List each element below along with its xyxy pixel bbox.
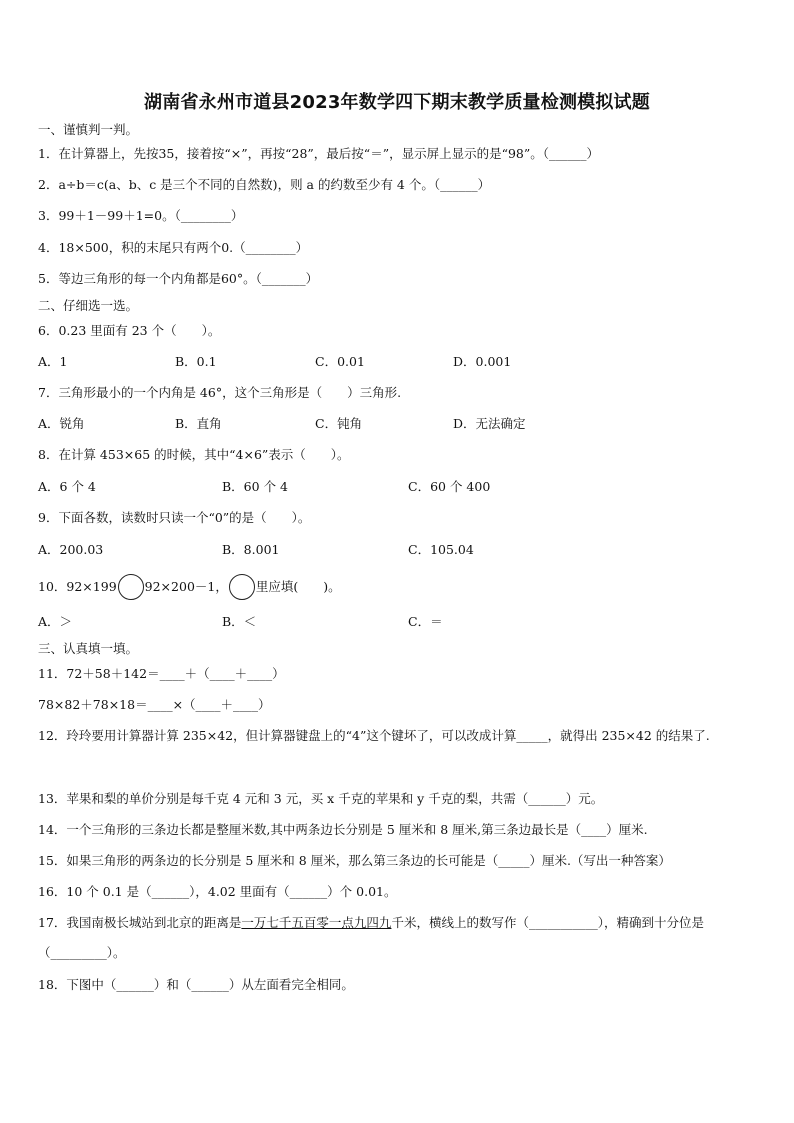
q10-instruction: 里应填( )。 [255, 579, 341, 594]
question-18: 18．下图中（______）和（______）从左面看完全相同。 [38, 977, 354, 992]
question-13: 13．苹果和梨的单价分别是每千克 4 元和 3 元，买 x 千克的苹果和 y 千克的梨，共需（______）元。 [38, 791, 604, 806]
section-heading-judge: 一、谨慎判一判。 [38, 122, 139, 137]
q7-option-a: A．锐角 [38, 416, 85, 431]
page-title: 湖南省永州市道县2023年数学四下期末教学质量检测模拟试题 [144, 92, 650, 113]
section-heading-fill: 三、认真填一填。 [38, 641, 139, 656]
question-9: 9．下面各数，读数时只读一个“0”的是（ ）。 [38, 510, 311, 525]
question-16: 16．10 个 0.1 是（______），4.02 里面有（______）个 0.01。 [38, 884, 397, 899]
q6-option-d: D．0.001 [453, 354, 512, 369]
q10-option-a: A．＞ [38, 614, 73, 629]
q17-text-start: 17．我国南极长城站到北京的距离是 [38, 915, 242, 930]
question-17 [38, 908, 758, 968]
q8-option-c: C．60 个 400 [408, 479, 491, 494]
section-heading-choose: 二、仔细选一选。 [38, 298, 139, 313]
question-2: 2．a÷b＝c(a、b、c 是三个不同的自然数)，则 a 的约数至少有 4 个。（______） [38, 177, 491, 192]
question-7: 7．三角形最小的一个内角是 46°，这个三角形是（ ）三角形. [38, 385, 402, 400]
q8-option-a: A．6 个 4 [38, 479, 96, 494]
question-5: 5．等边三角形的每一个内角都是60°。（_______） [38, 271, 319, 286]
q17-underlined-number: 一万七千五百零一点九四九 [241, 915, 392, 930]
question-8: 8．在计算 453×65 的时候，其中“4×6”表示（ ）。 [38, 447, 350, 462]
question-11-line-2: 78×82＋78×18＝____×（____＋____） [38, 697, 271, 712]
q10-expr-right: 92×200－1， [144, 579, 228, 594]
q7-option-b: B．直角 [175, 416, 222, 431]
q7-option-d: D．无法确定 [453, 416, 526, 431]
question-10 [38, 574, 341, 601]
q10-option-c: C．＝ [408, 614, 443, 629]
q6-option-b: B．0.1 [175, 354, 217, 369]
question-3: 3．99＋1－99＋1=0。（________） [38, 208, 244, 223]
q9-option-c: C．105.04 [408, 542, 474, 557]
question-14: 14．一个三角形的三条边长都是整厘米数,其中两条边长分别是 5 厘米和 8 厘米,第三条边最长是（____）厘米. [38, 822, 648, 837]
question-15: 15．如果三角形的两条边的长分别是 5 厘米和 8 厘米，那么第三条边的长可能是（_____）厘米.（写出一种答案） [38, 853, 671, 868]
q6-option-a: A．1 [38, 354, 68, 369]
q10-expr-left: 10．92×199 [38, 579, 117, 594]
q17-text-end: 千米，横线上的数写作（___________），精确到十分位是（_________）。 [38, 915, 704, 960]
q8-option-b: B．60 个 4 [222, 479, 288, 494]
comparison-circle [118, 574, 144, 600]
question-12: 12．玲玲要用计算器计算 235×42，但计算器键盘上的“4”这个键坏了，可以改成计算_____，就得出 235×42 的结果了. [38, 728, 710, 743]
q10-option-b: B．＜ [222, 614, 257, 629]
question-4: 4．18×500，积的末尾只有两个0.（________） [38, 240, 309, 255]
comparison-circle [229, 574, 255, 600]
question-11-line-1: 11．72＋58＋142＝____＋（____＋____） [38, 666, 285, 681]
question-6: 6．0.23 里面有 23 个（ ）。 [38, 323, 221, 338]
question-1: 1．在计算器上，先按35，接着按“×”，再按“28”，最后按“＝”，显示屏上显示的是“98”。（______） [38, 146, 600, 161]
q9-option-b: B．8.001 [222, 542, 280, 557]
q6-option-c: C．0.01 [315, 354, 365, 369]
q7-option-c: C．钝角 [315, 416, 363, 431]
q9-option-a: A．200.03 [38, 542, 104, 557]
